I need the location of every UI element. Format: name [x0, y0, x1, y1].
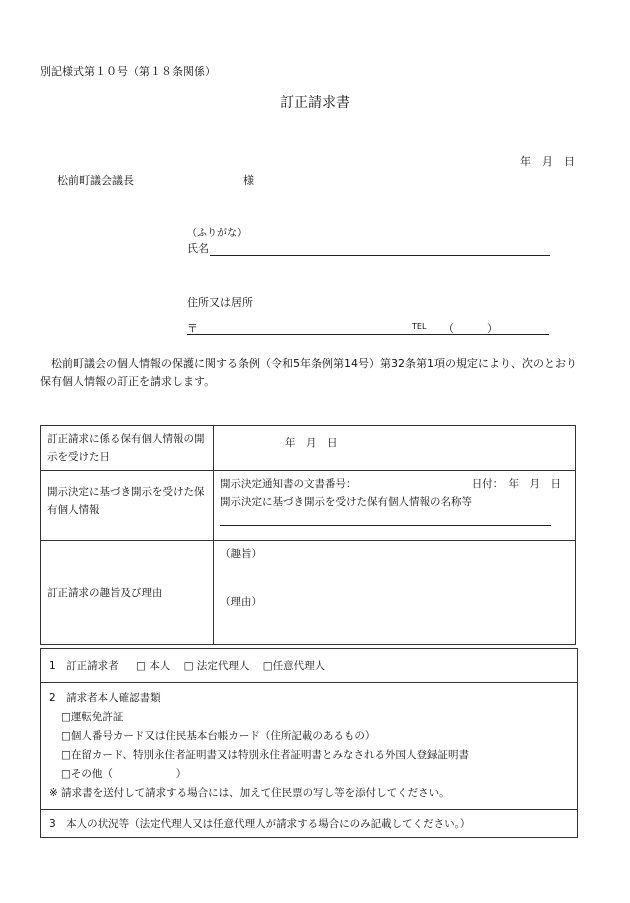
addressee: 松前町議会議長 [57, 174, 134, 187]
disclosed-date-label: 訂正請求に係る保有個人情報の開示を受けた日 [41, 426, 214, 471]
info-name-label: 開示決定に基づき開示を受けた保有個人情報の名称等 [220, 496, 472, 508]
reason-label: （理由） [220, 596, 262, 608]
identity-docs-label: 2 請求者本人確認書類 [49, 692, 161, 704]
address-field[interactable] [187, 334, 549, 335]
disclosed-info-label-text: 開示決定に基づき開示を受けた保有個人情報 [47, 486, 205, 516]
requester-type-label: 1 訂正請求者 [49, 660, 119, 672]
checkbox-voluntary-agent[interactable]: □任意代理人 [262, 660, 326, 672]
checkbox-drivers-license[interactable]: □運転免許証 [61, 711, 124, 723]
requester-details-box [40, 648, 578, 838]
checkbox-residence-card[interactable]: □在留カード、特別永住者証明書又は特別永住者証明書とみなされる外国人登録証明書 [61, 749, 469, 761]
body-text: 松前町議会の個人情報の保護に関する条例（令和5年条例第14号）第32条第1項の規定により、次のとおり保有個人情報の訂正を請求します。 [40, 357, 577, 388]
date-line: 年 月 日 [520, 155, 575, 168]
identity-docs-row [41, 683, 577, 810]
name-label: 氏名 [187, 242, 209, 255]
checkbox-legal-agent[interactable]: □ 法定代理人 [183, 660, 250, 672]
info-name-field[interactable] [220, 525, 551, 526]
disclosed-date-cell[interactable] [214, 426, 576, 471]
checkbox-other[interactable]: □その他（ ） [61, 768, 187, 780]
honorific: 様 [243, 174, 254, 187]
disclosed-date-value: 年 月 日 [285, 437, 338, 449]
disclosed-info-label [41, 471, 214, 541]
page-title: 訂正請求書 [280, 95, 350, 111]
notice-date-label: 日付： 年 月 日 [471, 478, 561, 490]
principal-status-label: 3 本人の状況等（法定代理人又は任意代理人が請求する場合にのみ記載してください。） [49, 818, 471, 830]
form-number: 別記様式第１０号（第１８条関係） [40, 65, 216, 78]
requester-type-row [41, 649, 577, 683]
name-field[interactable] [210, 255, 550, 256]
purpose-reason-label: 訂正請求の趣旨及び理由 [41, 541, 214, 645]
furigana-label: （ふりがな） [187, 228, 247, 239]
disclosed-info-cell[interactable] [214, 471, 576, 541]
identity-docs-note: ※ 請求書を送付して請求する場合には、加えて住民票の写し等を添付してください。 [49, 787, 450, 799]
postal-mark: 〒 [187, 322, 198, 335]
request-info-table [40, 425, 576, 645]
checkbox-my-number-card[interactable]: □個人番号カード又は住民基本台帳カード（住所記載のあるもの） [61, 730, 376, 742]
principal-status-row [41, 810, 577, 837]
tel-paren: （ ） [443, 322, 498, 335]
doc-number-label: 開示決定通知書の文書番号： [220, 478, 357, 490]
address-label: 住所又は居所 [187, 296, 253, 309]
checkbox-self[interactable]: □ 本人 [136, 660, 171, 672]
purpose-reason-cell[interactable] [214, 541, 576, 645]
purpose-label: （趣旨） [220, 548, 262, 560]
tel-label: TEL [412, 322, 427, 331]
